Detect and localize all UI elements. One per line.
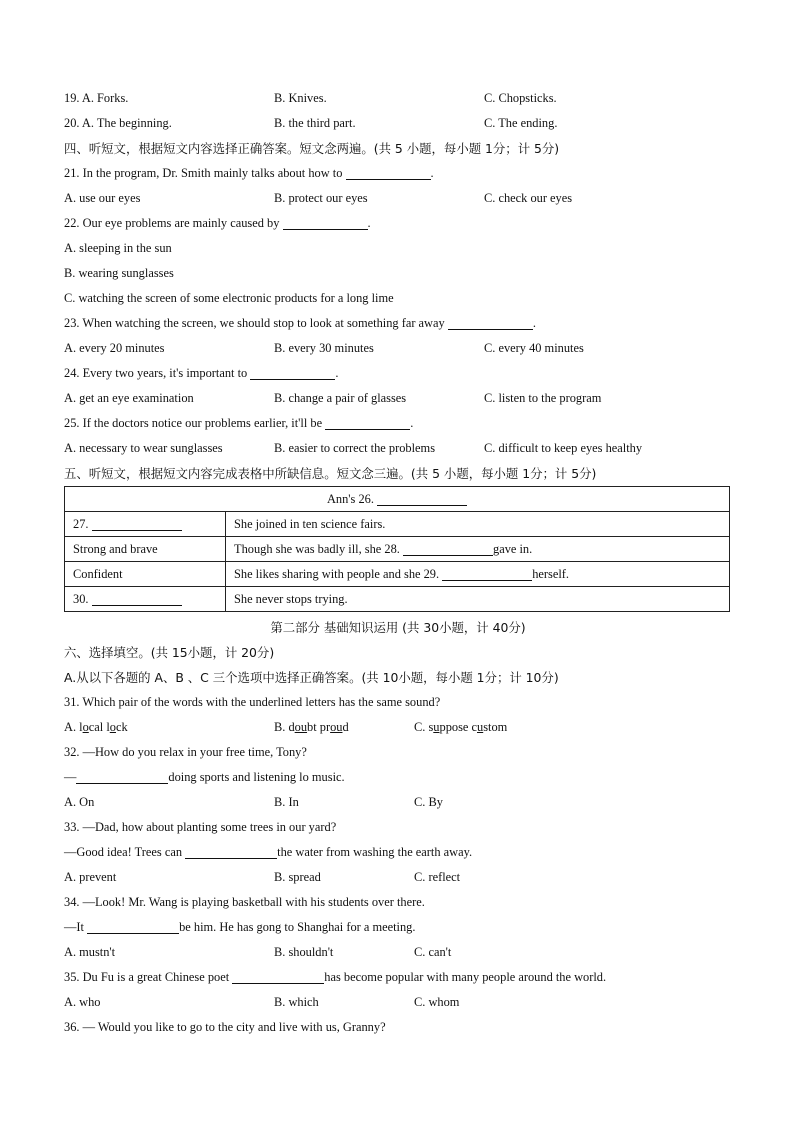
question-32-options (64, 790, 732, 815)
question-33-response: —Good idea! Trees can the water from washing the earth away. (64, 845, 473, 859)
option-a: A. get an eye examination (64, 391, 194, 405)
option-b: B. which (274, 995, 319, 1009)
option-b: B. doubt proud (274, 720, 349, 734)
section-5-heading: 五、听短文，根据短文内容完成表格中所缺信息。短文念三遍。(共 5 小题，每小题 1分；计 5分) (64, 466, 597, 481)
option-b: B. In (274, 795, 299, 809)
question-32-response: — doing sports and listening lo music. (64, 770, 345, 784)
option-c: C. reflect (414, 870, 461, 884)
table-cell: Confident (65, 562, 226, 587)
section-6-subheading: A.从以下各题的 A、B 、C 三个选项中选择正确答案。(共 10小题，每小题 1分；计 10分) (64, 670, 559, 685)
option-a: A. necessary to wear sunglasses (64, 441, 223, 455)
answer-blank[interactable] (250, 365, 335, 380)
table-row (65, 537, 730, 562)
option-c: C. watching the screen of some electronic products for a long lime (64, 291, 394, 305)
option-b: B. protect our eyes (274, 191, 368, 205)
table-cell: Strong and brave (65, 537, 226, 562)
question-36-stem: 36. — Would you like to go to the city and live with us, Granny? (64, 1020, 386, 1034)
answer-blank[interactable] (346, 165, 431, 180)
document-body (64, 86, 732, 486)
table-cell: She never stops trying. (226, 587, 730, 612)
question-33-options (64, 865, 732, 890)
option-b: B. shouldn't (274, 945, 334, 959)
option-b: B. every 30 minutes (274, 341, 374, 355)
question-34-stem: 34. —Look! Mr. Wang is playing basketball with his students over there. (64, 895, 425, 909)
question-22-stem: 22. Our eye problems are mainly caused by . (64, 216, 371, 230)
answer-blank[interactable] (185, 844, 277, 859)
section-6-heading: 六、选择填空。(共 15小题，计 20分) (64, 645, 275, 660)
option-a: 20. A. The beginning. (64, 116, 172, 130)
document-body-part2 (64, 615, 732, 1040)
option-a: A. every 20 minutes (64, 341, 165, 355)
answer-blank[interactable] (377, 491, 467, 506)
option-c: C. difficult to keep eyes healthy (484, 441, 643, 455)
question-25-options (64, 436, 732, 461)
table-title-row (65, 487, 730, 512)
info-table (64, 486, 730, 612)
table-cell: 30. (65, 587, 226, 612)
question-35-stem: 35. Du Fu is a great Chinese poet has become popular with many people around the world. (64, 970, 607, 984)
question-24-options (64, 386, 732, 411)
table-cell: She joined in ten science fairs. (226, 512, 730, 537)
question-21-options (64, 186, 732, 211)
option-a: A. who (64, 995, 101, 1009)
option-b: B. easier to correct the problems (274, 441, 436, 455)
question-32-stem: 32. —How do you relax in your free time, Tony? (64, 745, 307, 759)
answer-blank[interactable] (92, 516, 182, 531)
answer-blank[interactable] (442, 566, 532, 581)
table-row (65, 562, 730, 587)
option-c: C. By (414, 795, 443, 809)
table-cell: Though she was badly ill, she 28. gave in. (226, 537, 730, 562)
option-a: 19. A. Forks. (64, 91, 129, 105)
answer-blank[interactable] (87, 919, 179, 934)
option-b: B. wearing sunglasses (64, 266, 174, 280)
option-a: A. use our eyes (64, 191, 141, 205)
option-c: C. suppose custom (414, 720, 508, 734)
option-b: B. Knives. (274, 91, 327, 105)
answer-blank[interactable] (92, 591, 182, 606)
option-a: A. mustn't (64, 945, 116, 959)
option-a: A. On (64, 795, 95, 809)
option-c: C. whom (414, 995, 460, 1009)
question-21-stem: 21. In the program, Dr. Smith mainly talks about how to . (64, 166, 434, 180)
question-20 (64, 111, 732, 136)
option-b: B. change a pair of glasses (274, 391, 407, 405)
answer-blank[interactable] (448, 315, 533, 330)
question-34-options (64, 940, 732, 965)
option-a: A. local lock (64, 720, 128, 734)
option-c: C. every 40 minutes (484, 341, 584, 355)
question-24-stem: 24. Every two years, it's important to . (64, 366, 339, 380)
option-c: C. listen to the program (484, 391, 602, 405)
question-19 (64, 86, 732, 111)
question-34-response: —It be him. He has gong to Shanghai for a meeting. (64, 920, 416, 934)
answer-blank[interactable] (76, 769, 168, 784)
table-title-cell: Ann's 26. (65, 487, 730, 512)
answer-blank[interactable] (403, 541, 493, 556)
part-2-heading: 第二部分 基础知识运用 (共 30小题，计 40分) (270, 620, 526, 635)
option-a: A. sleeping in the sun (64, 241, 172, 255)
option-c: C. Chopsticks. (484, 91, 557, 105)
section-4-heading: 四、听短文，根据短文内容选择正确答案。短文念两遍。(共 5 小题，每小题 1分；计 5分) (64, 141, 560, 156)
option-c: C. can't (414, 945, 452, 959)
table-row (65, 512, 730, 537)
table-row (65, 587, 730, 612)
table-cell: 27. (65, 512, 226, 537)
option-b: B. spread (274, 870, 321, 884)
question-31-options (64, 715, 732, 740)
question-31-stem: 31. Which pair of the words with the underlined letters has the same sound? (64, 695, 441, 709)
answer-blank[interactable] (232, 969, 324, 984)
answer-blank[interactable] (325, 415, 410, 430)
question-23-stem: 23. When watching the screen, we should stop to look at something far away . (64, 316, 536, 330)
question-33-stem: 33. —Dad, how about planting some trees in our yard? (64, 820, 337, 834)
option-a: A. prevent (64, 870, 117, 884)
option-c: C. The ending. (484, 116, 558, 130)
question-35-options (64, 990, 732, 1015)
table-cell: She likes sharing with people and she 29. herself. (226, 562, 730, 587)
question-23-options (64, 336, 732, 361)
answer-blank[interactable] (283, 215, 368, 230)
option-c: C. check our eyes (484, 191, 573, 205)
question-25-stem: 25. If the doctors notice our problems earlier, it'll be . (64, 416, 414, 430)
option-b: B. the third part. (274, 116, 356, 130)
